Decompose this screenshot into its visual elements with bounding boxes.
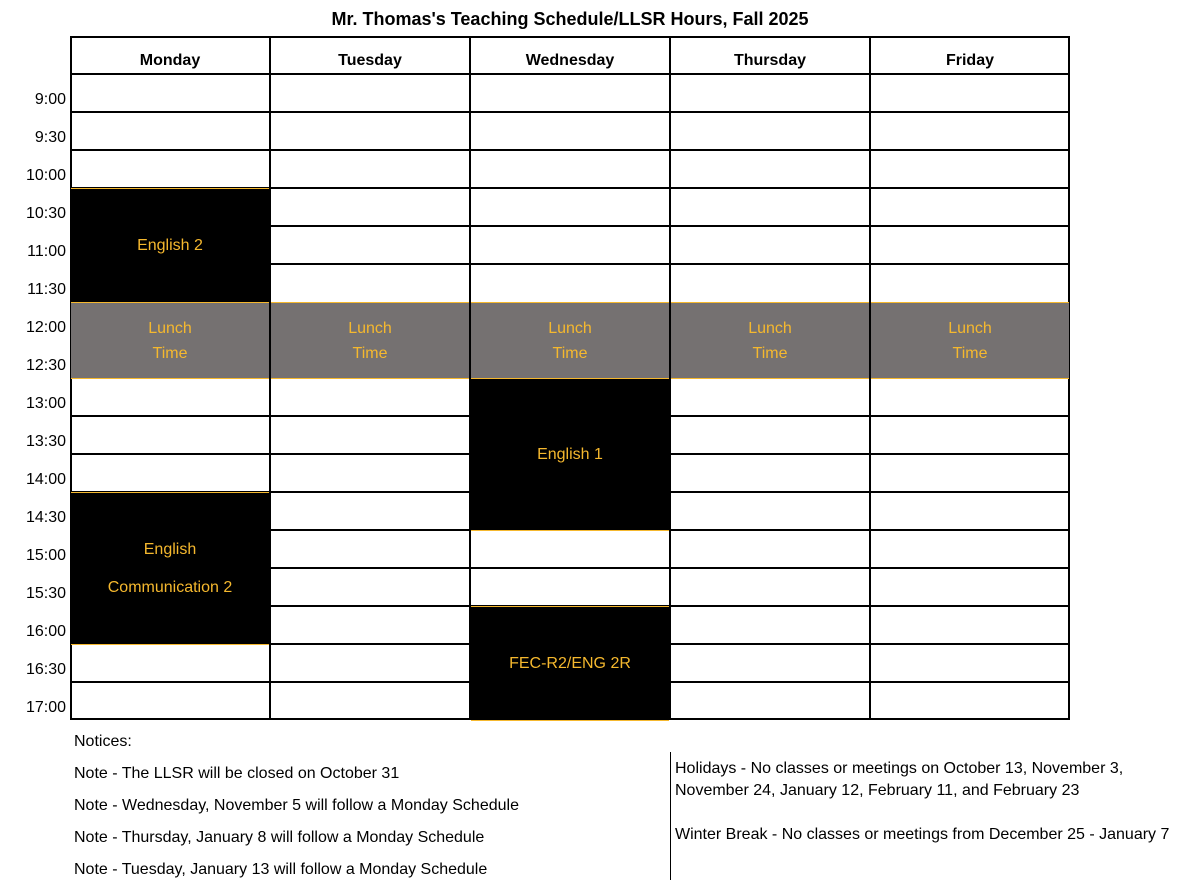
time-label: 14:30: [25, 509, 66, 526]
lunch-label: Time: [952, 344, 988, 362]
day-header-monday: Monday: [139, 52, 201, 69]
notice-item: Note - Tuesday, January 13 will follow a Monday Schedule: [74, 861, 488, 878]
class-block-english-2: [71, 188, 269, 303]
class-block-english-1: [471, 378, 669, 531]
class-block-english-communication-2: [71, 492, 269, 645]
holidays-line-2: November 24, January 12, February 11, and February 23: [675, 782, 1080, 799]
lunch-label: Lunch: [548, 319, 592, 337]
class-label: English 1: [537, 445, 603, 463]
time-label: 13:30: [25, 433, 66, 450]
time-label: 17:00: [25, 699, 66, 716]
class-label: FEC-R2/ENG 2R: [509, 654, 631, 672]
lunch-label: Time: [552, 344, 588, 362]
time-label: 16:30: [25, 661, 66, 678]
class-label: English: [143, 540, 197, 558]
class-label: Communication 2: [107, 578, 233, 596]
lunch-label: Lunch: [948, 319, 992, 337]
time-label: 15:00: [25, 547, 66, 564]
notice-item: Note - The LLSR will be closed on October 31: [74, 765, 400, 782]
lunch-block-monday: [71, 302, 269, 379]
time-label: 10:00: [25, 167, 66, 184]
lunch-label: Lunch: [348, 319, 392, 337]
day-header-friday: Friday: [945, 52, 994, 69]
time-label: 11:30: [27, 281, 66, 298]
time-label: 9:00: [34, 91, 66, 108]
grid-line: [70, 149, 1070, 151]
lunch-label: Time: [752, 344, 788, 362]
holiday-notices: [675, 758, 1169, 846]
lunch-block-thursday: [671, 302, 869, 379]
lunch-block-wednesday: [471, 302, 669, 379]
day-header-thursday: Thursday: [733, 52, 806, 69]
time-label: 10:30: [25, 205, 66, 222]
time-label: 12:00: [25, 319, 66, 336]
time-label: 13:00: [25, 395, 66, 412]
time-label: 12:30: [25, 357, 66, 374]
time-label: 15:30: [25, 585, 66, 602]
class-block-fec-r2-eng-2r: [471, 606, 669, 721]
notice-item: Note - Thursday, January 8 will follow a Monday Schedule: [74, 829, 485, 846]
page-title: Mr. Thomas's Teaching Schedule/LLSR Hours, Fall 2025: [331, 9, 809, 29]
holidays-line-1: Holidays - No classes or meetings on October 13, November 3,: [675, 760, 1124, 777]
notice-item: Note - Wednesday, November 5 will follow a Monday Schedule: [74, 797, 519, 814]
notices-section: [74, 731, 519, 891]
time-label: 16:00: [25, 623, 66, 640]
lunch-block-friday: [871, 302, 1069, 379]
lunch-label: Time: [152, 344, 188, 362]
class-label: English 2: [137, 236, 203, 254]
grid-line: [70, 111, 1070, 113]
time-label: 11:00: [27, 243, 66, 260]
notices-heading: Notices:: [74, 733, 132, 750]
lunch-block-tuesday: [271, 302, 469, 379]
time-label: 9:30: [34, 129, 66, 146]
lunch-label: Lunch: [148, 319, 192, 337]
lunch-label: Time: [352, 344, 388, 362]
notices-divider: [670, 752, 671, 880]
lunch-label: Lunch: [748, 319, 792, 337]
day-header-wednesday: Wednesday: [525, 52, 615, 69]
winter-break-notice: Winter Break - No classes or meetings from December 25 - January 7: [675, 826, 1170, 843]
day-header-tuesday: Tuesday: [338, 52, 402, 69]
time-label: 14:00: [25, 471, 66, 488]
grid-line: [70, 73, 1070, 75]
